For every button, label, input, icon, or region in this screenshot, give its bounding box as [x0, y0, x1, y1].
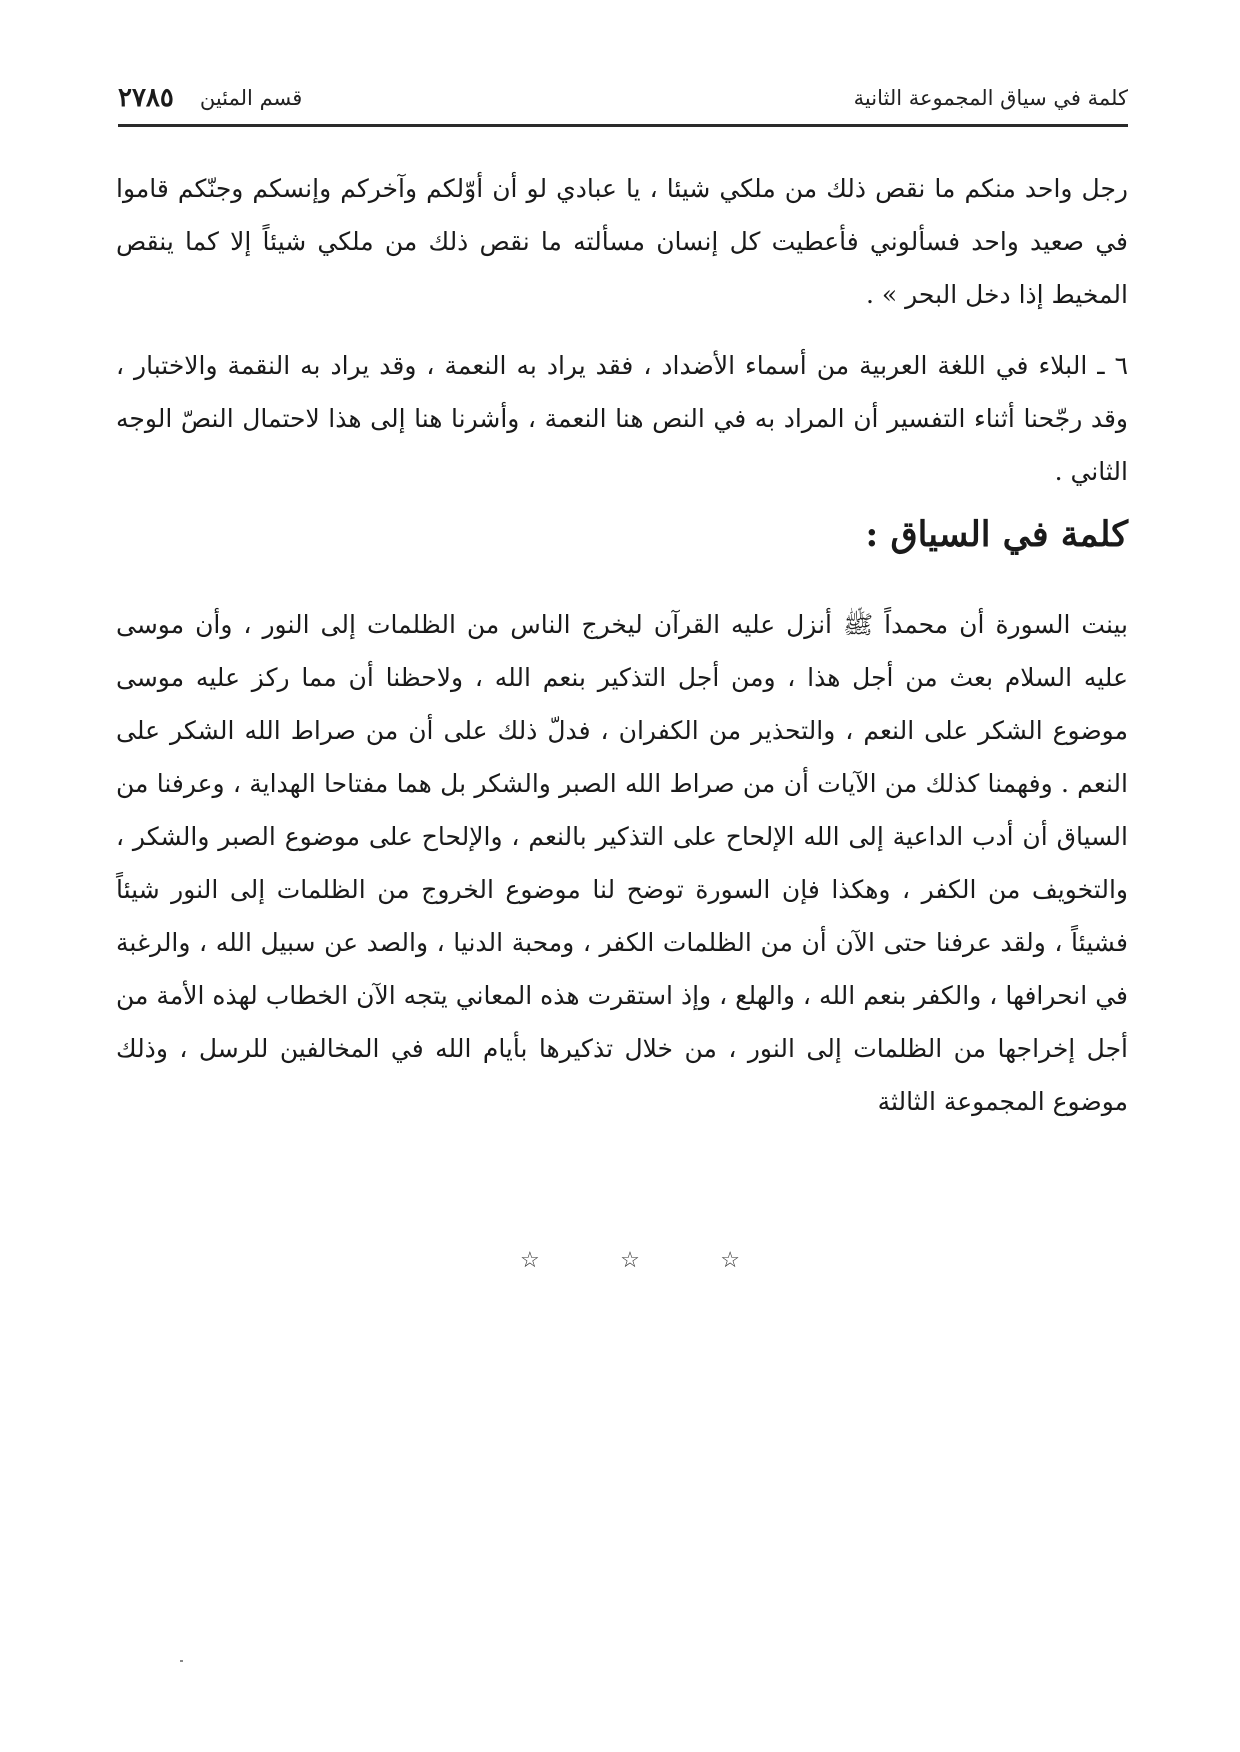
star-icon: ☆	[520, 1248, 540, 1273]
scan-speck	[180, 1660, 183, 1662]
running-header	[118, 78, 1128, 118]
header-left-group	[118, 83, 302, 113]
paragraph-hadith-continuation: رجل واحد منكم ما نقص ذلك من ملكي شيئا ، يا عبادي لو أن أوّلكم وآخركم وإنسكم وجنّكم قاموا في صعيد واحد فسألوني فأعطيت كل إنسان مسألته ما نقص ذلك من ملكي شيئاً إلا كما ينقص المخيط إذا دخل البحر » .	[116, 174, 1128, 309]
section-body: بينت السورة أن محمداً ﷺ أنزل عليه القرآن ليخرج الناس من الظلمات إلى النور ، وأن موسى عليه السلام بعث من أجل هذا ، ومن أجل التذكير بنعم الله ، ولاحظنا أن مما ركز عليه موسى موضوع الشكر على النعم ، والتحذير من الكفران ، فدلّ ذلك على أن من صراط الله الشكر على النعم . وفهمنا كذلك من الآيات أن من صراط الله الصبر والشكر بل هما مفتاحا الهداية ، وعرفنا من السياق أن أدب الداعية إلى الله الإلحاح على التذكير بالنعم ، والإلحاح على موضوع الصبر والشكر ، والتخويف من الكفر ، وهكذا فإن السورة توضح لنا موضوع الخروج من الظلمات إلى النور شيئاً فشيئاً ، ولقد عرفنا حتى الآن أن من الظلمات الكفر ، ومحبة الدنيا ، والصد عن سبيل الله ، والرغبة في انحرافها ، والكفر بنعم الله ، والهلع ، وإذ استقرت هذه المعاني يتجه الآن الخطاب لهذه الأمة من أجل إخراجها من الظلمات إلى النور ، من خلال تذكيرها بأيام الله في المخالفين للرسل ، وذلك موضوع المجموعة الثالثة	[116, 610, 1128, 1116]
page-number: ٢٧٨٥	[118, 83, 174, 113]
section-name: قسم المئين	[199, 86, 303, 110]
section-end-stars	[520, 1248, 740, 1273]
paragraph-footnote-6: ٦ ـ البلاء في اللغة العربية من أسماء الأضداد ، فقد يراد به النعمة ، وقد يراد به النقمة والاختبار ، وقد رجّحنا أثناء التفسير أن المراد به في النص هنا النعمة ، وأشرنا هنا إلى هذا لاحتمال النصّ الوجه الثاني .	[116, 351, 1128, 486]
star-icon: ☆	[620, 1248, 640, 1273]
chapter-title: كلمة في سياق المجموعة الثانية	[853, 86, 1128, 110]
header-divider	[118, 124, 1128, 127]
section-heading: كلمة في السياق :	[865, 514, 1128, 555]
star-icon: ☆	[720, 1248, 740, 1273]
